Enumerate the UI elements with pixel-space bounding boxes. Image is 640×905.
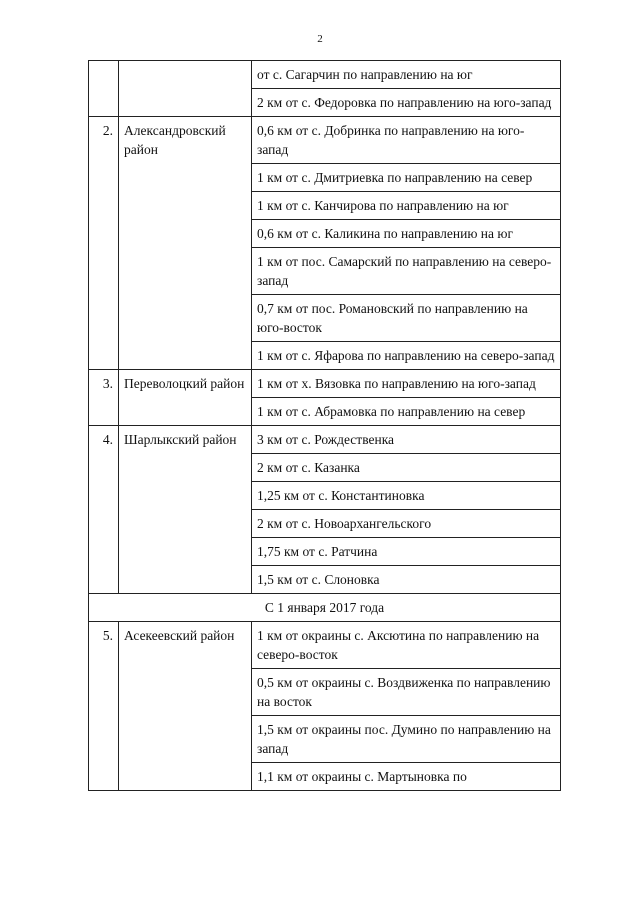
location-description: 0,6 км от с. Добринка по направлению на юго-запад (252, 117, 561, 164)
location-description: 1 км от пос. Самарский по направлению на северо-запад (252, 248, 561, 295)
location-description: 0,7 км от пос. Романовский по направлению на юго-восток (252, 295, 561, 342)
district-name (119, 61, 252, 117)
location-description: 1,75 км от с. Ратчина (252, 538, 561, 566)
row-number: 5. (89, 622, 119, 791)
row-number: 4. (89, 426, 119, 594)
table-row (89, 117, 561, 164)
location-description: 1 км от окраины с. Аксютина по направлению на северо-восток (252, 622, 561, 669)
location-description: 2 км от с. Новоархангельского (252, 510, 561, 538)
location-description: 2 км от с. Федоровка по направлению на юго-запад (252, 89, 561, 117)
district-name: Шарлыкский район (119, 426, 252, 594)
table-body (89, 61, 561, 791)
row-number: 2. (89, 117, 119, 370)
location-description: 1 км от х. Вязовка по направлению на юго-запад (252, 370, 561, 398)
table-row (89, 370, 561, 398)
location-description: 2 км от с. Казанка (252, 454, 561, 482)
district-name: Переволоцкий район (119, 370, 252, 426)
location-description: 1,5 км от с. Слоновка (252, 566, 561, 594)
location-description: 1,1 км от окраины с. Мартыновка по (252, 763, 561, 791)
location-description: 0,6 км от с. Каликина по направлению на юг (252, 220, 561, 248)
location-description: 3 км от с. Рождественка (252, 426, 561, 454)
section-row (89, 594, 561, 622)
page-number: 2 (317, 33, 323, 45)
table-row (89, 61, 561, 89)
table-row (89, 622, 561, 669)
location-description: от с. Сагарчин по направлению на юг (252, 61, 561, 89)
table-row (89, 426, 561, 454)
locations-table (88, 60, 561, 791)
location-description: 1 км от с. Дмитриевка по направлению на север (252, 164, 561, 192)
location-description: 0,5 км от окраины с. Воздвиженка по направлению на восток (252, 669, 561, 716)
location-description: 1 км от с. Яфарова по направлению на северо-запад (252, 342, 561, 370)
district-name: Асекеевский район (119, 622, 252, 791)
location-description: 1 км от с. Канчирова по направлению на юг (252, 192, 561, 220)
row-number: 3. (89, 370, 119, 426)
district-name: Александровский район (119, 117, 252, 370)
location-description: 1 км от с. Абрамовка по направлению на север (252, 398, 561, 426)
location-description: 1,25 км от с. Константиновка (252, 482, 561, 510)
row-number (89, 61, 119, 117)
location-description: 1,5 км от окраины пос. Думино по направлению на запад (252, 716, 561, 763)
section-title: С 1 января 2017 года (89, 594, 561, 622)
